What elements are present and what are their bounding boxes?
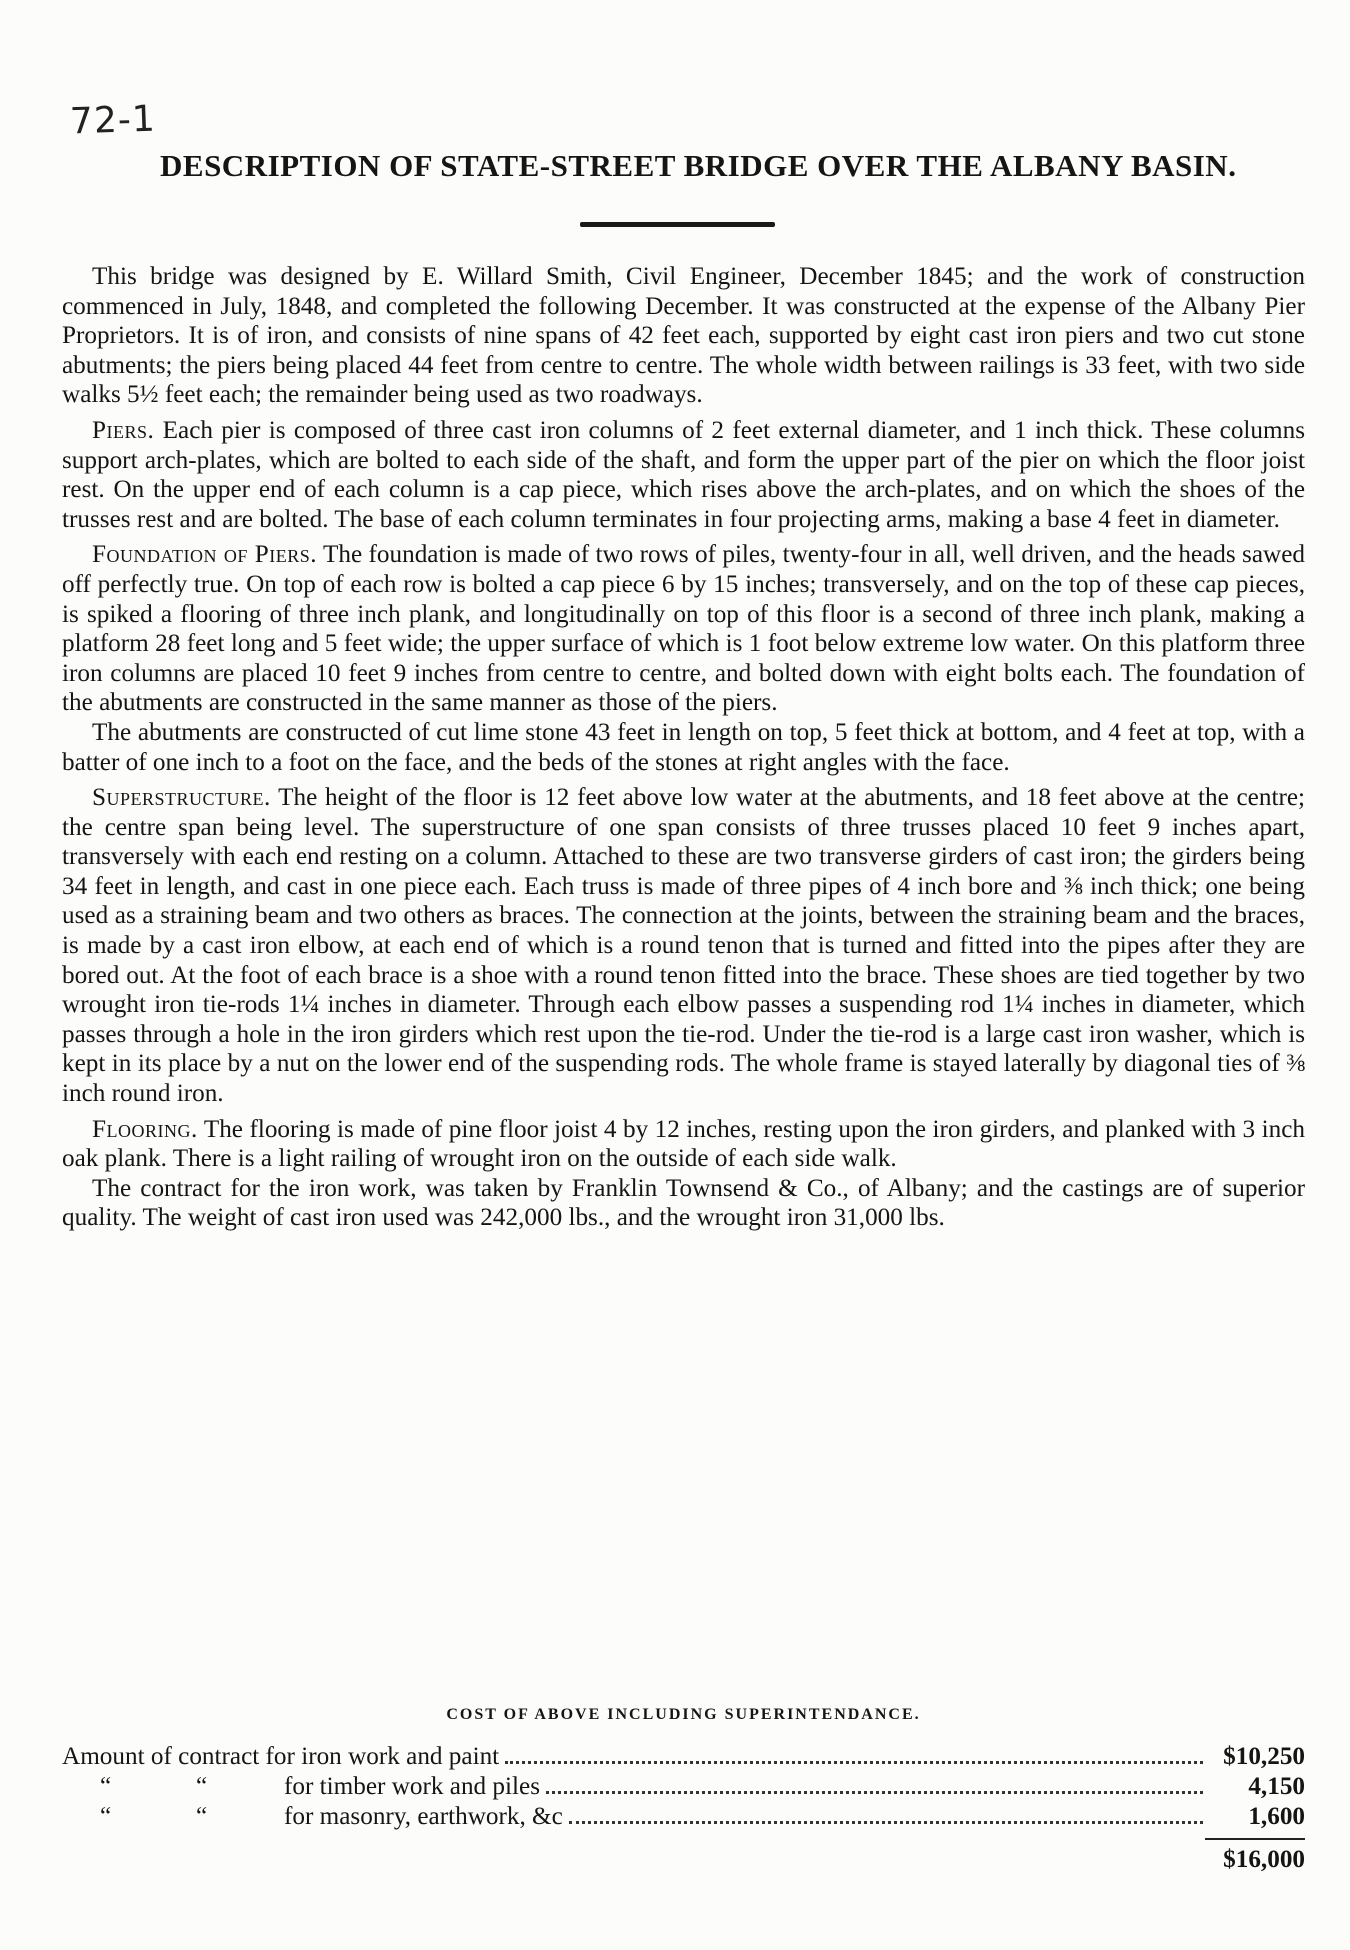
cost-label: Amount of contract for iron work and paint bbox=[62, 1743, 500, 1770]
ditto-mark: “ bbox=[196, 1803, 208, 1830]
cost-amount: 1,600 bbox=[1248, 1803, 1305, 1830]
superstructure-text: The height of the floor is 12 feet above low water at the abutments, and 18 feet above at the centre; the centre span being level. The superstructure of one span consists of three trusses placed 10 feet 9 inches apart, transversely with each end resting on a column. Attached to these are two transverse girders of cast iron; the girders being 34 feet in length, and cast in one piece each. Each truss is made of three pipes of 4 inch bore and ⅜ inch thick; one being used as a straining beam and two others as braces. The connection at the joints, between the straining beam and the braces, is made by a cast iron elbow, at each end of which is a round tenon that is turned and fitted into the pipes after they are bored out. At the foot of each brace is a shoe with a round tenon fitted into the brace. These shoes are tied together by two wrought iron tie-rods 1¼ inches in diameter. Through each elbow passes a suspending rod 1¼ inches in diameter, which passes through a hole in the iron girders which rest upon the tie-rod. Under the tie-rod is a large cast iron washer, which is kept in its place by a nut on the lower end of the suspending rods. The whole frame is stayed laterally by diagonal ties of ⅜ inch round iron. bbox=[62, 784, 1306, 1108]
total-rule bbox=[1205, 1838, 1305, 1840]
cost-row bbox=[62, 1742, 1305, 1772]
cost-label: for masonry, earthwork, &c bbox=[284, 1803, 563, 1830]
contract-paragraph: The contract for the iron work, was taken by Franklin Townsend & Co., of Albany; and the castings are of superior quality. The weight of cast iron used was 242,000 lbs., and the wrought iron 31,000 lbs. bbox=[62, 1174, 1305, 1232]
cost-total: $16,000 bbox=[1223, 1846, 1305, 1873]
cost-row bbox=[62, 1772, 1305, 1802]
flooring-heading: Flooring. bbox=[92, 1115, 198, 1143]
leader-dots bbox=[546, 1791, 1203, 1794]
title-divider bbox=[580, 222, 775, 227]
ditto-mark: “ bbox=[196, 1773, 208, 1800]
superstructure-heading: Superstructure. bbox=[92, 784, 271, 812]
flooring-paragraph bbox=[62, 1115, 1305, 1174]
cost-table bbox=[62, 1742, 1305, 1832]
foundation-heading: Foundation of Piers. bbox=[92, 541, 318, 569]
superstructure-paragraph bbox=[62, 783, 1305, 1109]
cost-heading: COST OF ABOVE INCLUDING SUPERINTENDANCE. bbox=[446, 1706, 921, 1723]
document-body bbox=[62, 262, 1305, 1233]
leader-dots bbox=[505, 1761, 1203, 1764]
cost-amount: 4,150 bbox=[1248, 1773, 1305, 1800]
flooring-text: The flooring is made of pine floor joist 4 by 12 inches, resting upon the iron girders, and planked with 3 inch oak plank. There is a light railing of wrought iron on the outside of each side walk. bbox=[62, 1115, 1305, 1173]
piers-paragraph bbox=[62, 416, 1305, 534]
handwritten-page-number: 72-1 bbox=[69, 98, 157, 143]
cost-row bbox=[62, 1802, 1305, 1832]
ditto-mark: “ bbox=[100, 1773, 112, 1800]
document-title: DESCRIPTION OF STATE-STREET BRIDGE OVER THE ALBANY BASIN. bbox=[160, 148, 1237, 183]
cost-label: for timber work and piles bbox=[284, 1773, 541, 1800]
leader-dots bbox=[569, 1821, 1203, 1824]
foundation-paragraph bbox=[62, 540, 1305, 718]
abutments-paragraph: The abutments are constructed of cut lime stone 43 feet in length on top, 5 feet thick at bottom, and 4 feet at top, with a batter of one inch to a foot on the face, and the beds of the stones at right angles with the face. bbox=[62, 718, 1305, 776]
piers-text: Each pier is composed of three cast iron columns of 2 feet external diameter, and 1 inch thick. These columns support arch-plates, which are bolted to each side of the shaft, and form the upper part of the pier on which the floor joist rest. On the upper end of each column is a cap piece, which rises above the arch-plates, and on which the shoes of the trusses rest and are bolted. The base of each column terminates in four projecting arms, making a base 4 feet in diameter. bbox=[62, 416, 1305, 533]
foundation-text: The foundation is made of two rows of piles, twenty-four in all, well driven, and the heads sawed off perfectly true. On top of each row is bolted a cap piece 6 by 15 inches; transversely, and on the top of these cap pieces, is spiked a flooring of three inch plank, and longitudinally on top of this floor is a second of three inch plank, making a platform 28 feet long and 5 feet wide; the upper surface of which is 1 foot below extreme low water. On this platform three iron columns are placed 10 feet 9 inches from centre to centre, and bolted down with eight bolts each. The foundation of the abutments are constructed in the same manner as those of the piers. bbox=[62, 541, 1305, 717]
ditto-mark: “ bbox=[100, 1803, 112, 1830]
intro-paragraph: This bridge was designed by E. Willard Smith, Civil Engineer, December 1845; and the work of construction commenced in July, 1848, and completed the following December. It was constructed at the expense of the Albany Pier Proprietors. It is of iron, and consists of nine spans of 42 feet each, supported by eight cast iron piers and two cut stone abutments; the piers being placed 44 feet from centre to centre. The whole width between railings is 33 feet, with two side walks 5½ feet each; the remainder being used as two roadways. bbox=[62, 263, 1305, 409]
piers-heading: Piers. bbox=[92, 416, 155, 444]
cost-amount: $10,250 bbox=[1223, 1743, 1305, 1770]
